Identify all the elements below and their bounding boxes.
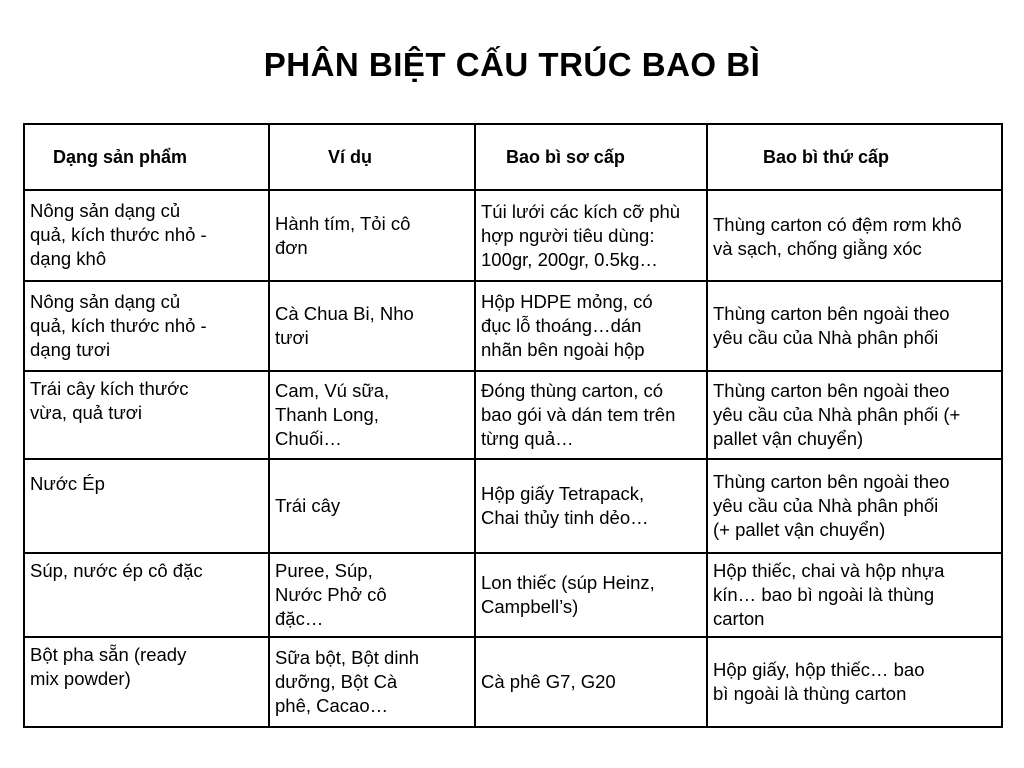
cell-secondary-packaging: Hộp giấy, hộp thiếc… bao bì ngoài là thùng carton — [707, 637, 1002, 727]
column-header-secondary-packaging: Bao bì thứ cấp — [707, 124, 1002, 190]
packaging-table — [23, 123, 1003, 728]
page-title: PHÂN BIỆT CẤU TRÚC BAO BÌ — [263, 46, 761, 83]
cell-primary-packaging: Đóng thùng carton, có bao gói và dán tem trên từng quả… — [475, 371, 707, 459]
cell-primary-packaging: Cà phê G7, G20 — [475, 637, 707, 727]
cell-example: Sữa bột, Bột dinh dưỡng, Bột Cà phê, Cacao… — [269, 637, 475, 727]
cell-secondary-packaging: Thùng carton bên ngoài theo yêu cầu của Nhà phân phối (+ pallet vận chuyển) — [707, 459, 1002, 553]
cell-example: Trái cây — [269, 459, 475, 553]
cell-example: Cam, Vú sữa, Thanh Long, Chuối… — [269, 371, 475, 459]
cell-product-type: Trái cây kích thước vừa, quả tươi — [24, 371, 269, 459]
table-row — [24, 371, 1002, 459]
cell-example: Cà Chua Bi, Nho tươi — [269, 281, 475, 371]
cell-secondary-packaging: Hộp thiếc, chai và hộp nhựa kín… bao bì ngoài là thùng carton — [707, 553, 1002, 637]
cell-secondary-packaging: Thùng carton bên ngoài theo yêu cầu của Nhà phân phối (+ pallet vận chuyển) — [707, 371, 1002, 459]
cell-secondary-packaging: Thùng carton bên ngoài theo yêu cầu của Nhà phân phối — [707, 281, 1002, 371]
table-row — [24, 553, 1002, 637]
column-header-primary-packaging: Bao bì sơ cấp — [475, 124, 707, 190]
cell-example: Puree, Súp, Nước Phở cô đặc… — [269, 553, 475, 637]
column-header-product-type: Dạng sản phẩm — [24, 124, 269, 190]
cell-product-type: Nông sản dạng củ quả, kích thước nhỏ - dạng tươi — [24, 281, 269, 371]
table-row — [24, 281, 1002, 371]
table-row — [24, 637, 1002, 727]
table-row — [24, 190, 1002, 281]
cell-secondary-packaging: Thùng carton có đệm rơm khô và sạch, chống giằng xóc — [707, 190, 1002, 281]
cell-primary-packaging: Hộp giấy Tetrapack, Chai thủy tinh dẻo… — [475, 459, 707, 553]
cell-product-type: Nông sản dạng củ quả, kích thước nhỏ - dạng khô — [24, 190, 269, 281]
cell-example: Hành tím, Tỏi cô đơn — [269, 190, 475, 281]
cell-product-type: Súp, nước ép cô đặc — [24, 553, 269, 637]
column-header-example: Ví dụ — [269, 124, 475, 190]
cell-primary-packaging: Hộp HDPE mỏng, có đục lỗ thoáng…dán nhãn bên ngoài hộp — [475, 281, 707, 371]
cell-primary-packaging: Lon thiếc (súp Heinz, Campbell’s) — [475, 553, 707, 637]
cell-primary-packaging: Túi lưới các kích cỡ phù hợp người tiêu dùng: 100gr, 200gr, 0.5kg… — [475, 190, 707, 281]
cell-product-type: Bột pha sẵn (ready mix powder) — [24, 637, 269, 727]
table-row — [24, 459, 1002, 553]
table-header-row — [24, 124, 1002, 190]
cell-product-type: Nước Ép — [24, 459, 269, 553]
